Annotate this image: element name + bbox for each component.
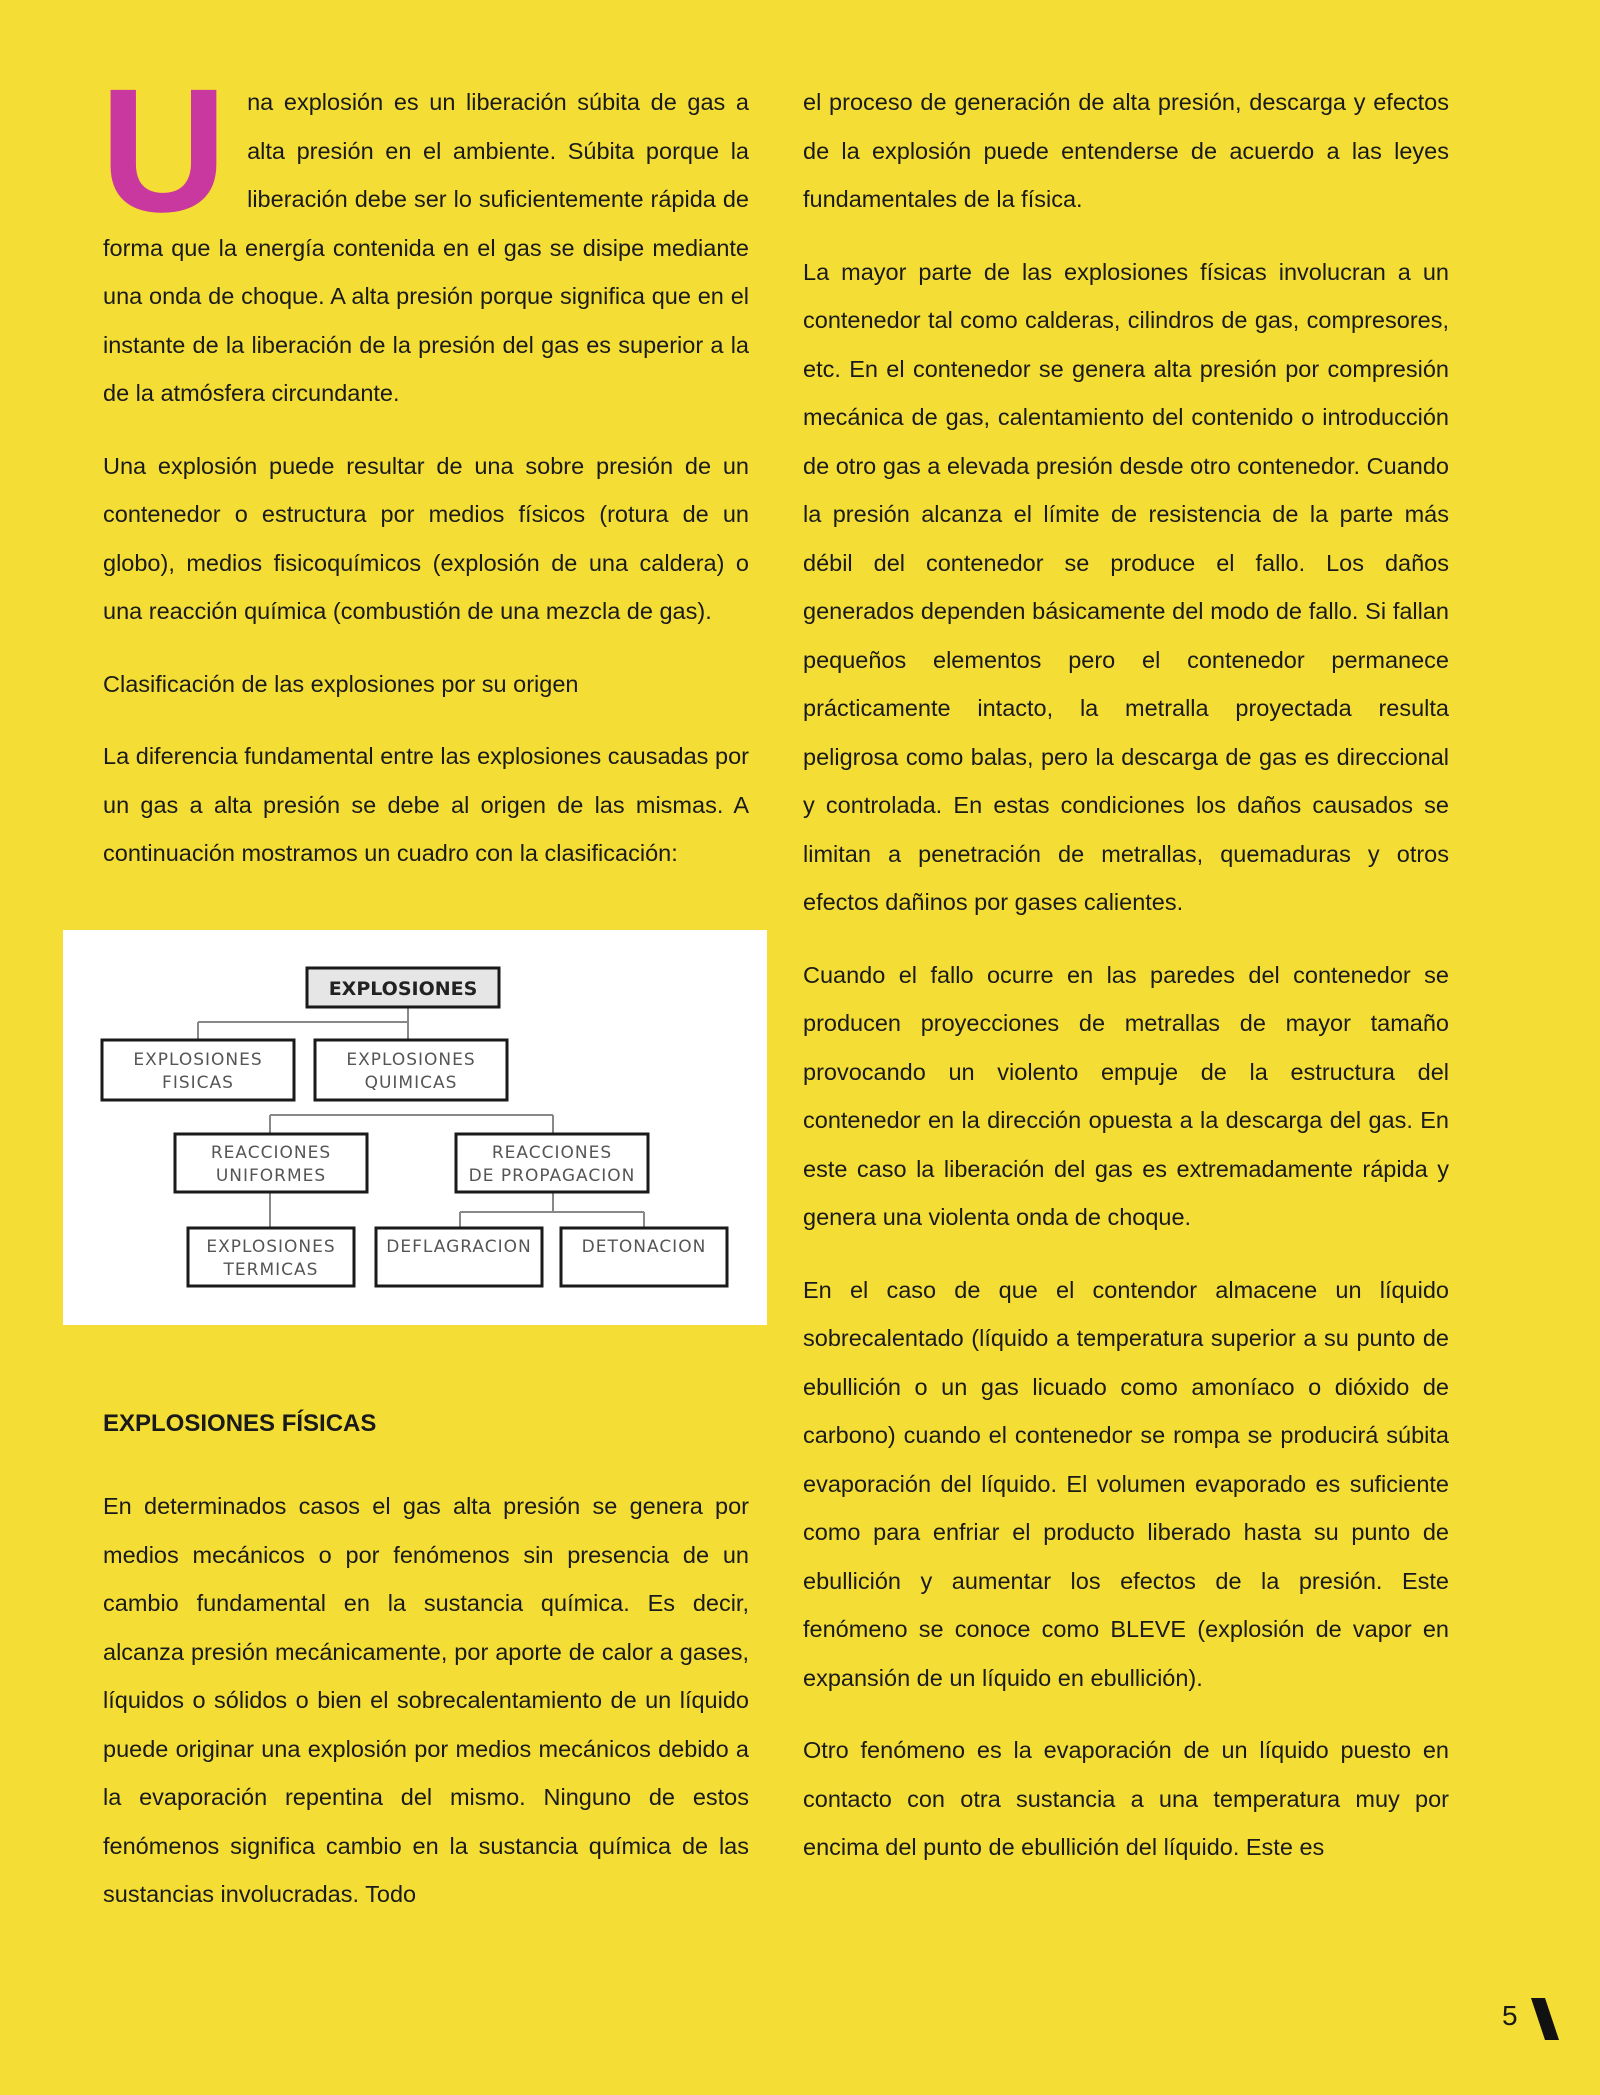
label-propagacion-line2: DE PROPAGACION: [468, 1166, 636, 1186]
paragraph-fundamental-difference: La diferencia fundamental entre las explosiones causadas por un gas a alta presión se debe al origen de las mismas. A continuación mostramos un cuadro con la clasificación:: [103, 743, 749, 866]
label-explosiones: EXPLOSIONES: [328, 978, 478, 1000]
label-uniformes-line2: UNIFORMES: [215, 1166, 327, 1186]
page-mark-icon: [1531, 1998, 1559, 2040]
intro-paragraph: [100, 53, 749, 418]
label-quimicas-line1: EXPLOSIONES: [346, 1050, 476, 1070]
classification-diagram: [63, 930, 767, 1325]
label-detonacion: DETONACION: [581, 1237, 707, 1257]
label-fisicas-line1: EXPLOSIONES: [133, 1050, 263, 1070]
label-uniformes-line1: REACCIONES: [210, 1143, 332, 1163]
paragraph-physical-explosions: En determinados casos el gas alta presión se genera por medios mecánicos o por fenómenos sin presencia de un cambio fundamental en la sustancia química. Es decir, alcanza presión mecánicamente, por aporte de calor a gases, líquidos o sólidos o bien el sobrecalentamiento de un líquido puede originar una explosión por medios mecánicos debido a la evaporación repentina del mismo. Ninguno de estos fenómenos significa cambio en la sustancia química de las sustancias involucradas. Todo: [103, 1493, 749, 1907]
label-deflagracion: DEFLAGRACION: [386, 1237, 532, 1257]
diagram-svg: [63, 930, 767, 1325]
label-quimicas-line2: QUIMICAS: [364, 1073, 458, 1093]
right-column: [803, 78, 1449, 1896]
paragraph-evaporation: Otro fenómeno es la evaporación de un líquido puesto en contacto con otra sustancia a una temperatura muy por encima del punto de ebullición del líquido. Este es: [803, 1737, 1449, 1860]
label-fisicas-line2: FISICAS: [162, 1073, 234, 1093]
left-column-lower: [103, 1482, 749, 1943]
label-termicas-line2: TERMICAS: [223, 1260, 319, 1280]
left-column: [100, 53, 749, 902]
intro-text: na explosión es un liberación súbita de gas a alta presión en el ambiente. Súbita porque la liberación debe ser lo suficientemente rápida de forma que la energía contenida en el gas se disipe mediante una onda de choque. A alta presión porque significa que en el instante de la liberación de la presión del gas es superior a la de la atmósfera circundante.: [103, 89, 749, 406]
dropcap-letter: U: [100, 53, 228, 249]
label-propagacion-line1: REACCIONES: [491, 1143, 613, 1163]
paragraph-bleve: En el caso de que el contendor almacene un líquido sobrecalentado (líquido a temperatura superior a su punto de ebullición o un gas licuado como amoníaco o dióxido de carbono) cuando el contenedor se rompa se producirá súbita evaporación del líquido. El volumen evaporado es suficiente como para enfriar el producto liberado hasta su punto de ebullición y aumentar los efectos de la presión. Este fenómeno se conoce como BLEVE (explosión de vapor en expansión de un líquido en ebullición).: [803, 1276, 1449, 1691]
paragraph-containers: La mayor parte de las explosiones físicas involucran a un contenedor tal como calderas, cilindros de gas, compresores, etc. En el contenedor se genera alta presión por compresión mecánica de gas, calentamiento del contenido o introducción de otro gas a elevada presión desde otro contenedor. Cuando la presión alcanza el límite de resistencia de la parte más débil del contenedor se produce el fallo. Los daños generados dependen básicamente del modo de fallo. Si fallan pequeños elementos pero el contenedor permanece prácticamente intacto, la metralla proyectada resulta peligrosa como balas, pero la descarga de gas es direccional y controlada. En estas condiciones los daños causados se limitan a penetración de metrallas, quemaduras y otros efectos dañinos por gases calientes.: [803, 258, 1449, 915]
section-heading: EXPLOSIONES FÍSICAS: [103, 1410, 377, 1437]
paragraph-wall-failure: Cuando el fallo ocurre en las paredes del contenedor se producen proyecciones de metrallas de mayor tamaño provocando un violento empuje de la estructura del contenedor en la dirección opuesta a la descarga del gas. En este caso la liberación del gas es extremadamente rápida y genera una violenta onda de choque.: [803, 961, 1449, 1230]
paragraph-overpressure: Una explosión puede resultar de una sobre presión de un contenedor o estructura por medios físicos (rotura de un globo), medios fisicoquímicos (explosión de una caldera) o una reacción química (combustión de una mezcla de gas).: [103, 452, 749, 624]
paragraph-classification-title: Clasificación de las explosiones por su origen: [103, 670, 579, 697]
page-number: 5: [1502, 2000, 1518, 2031]
paragraph-continuation: el proceso de generación de alta presión, descarga y efectos de la explosión puede entenderse de acuerdo a las leyes fundamentales de la física.: [803, 89, 1449, 212]
label-termicas-line1: EXPLOSIONES: [206, 1237, 336, 1257]
